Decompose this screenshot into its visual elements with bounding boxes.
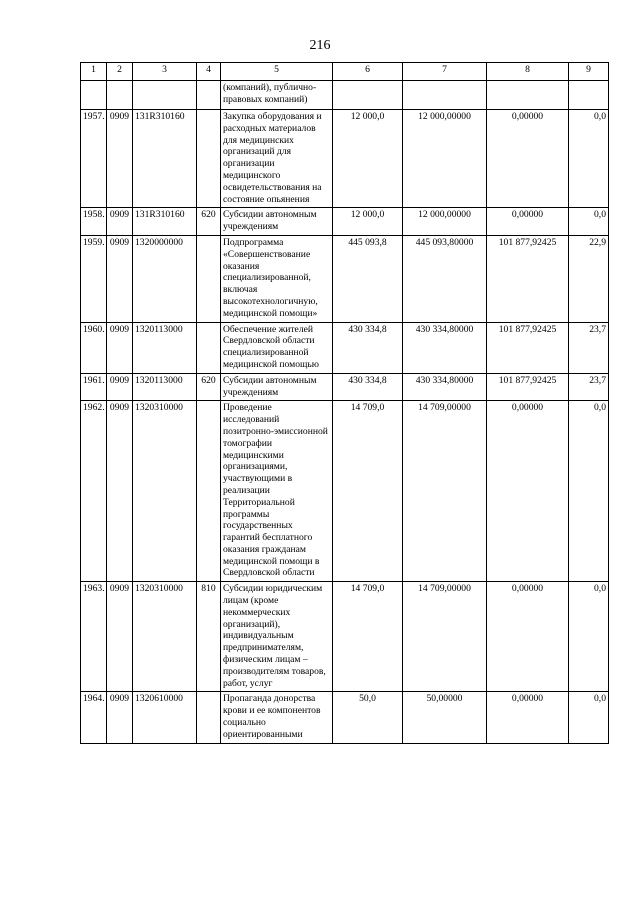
row-number: 1963. <box>81 582 107 692</box>
continuation-row <box>81 81 609 110</box>
value-approved: 12 000,00000 <box>403 208 487 236</box>
value-approved: 430 334,80000 <box>403 373 487 401</box>
table-body <box>81 63 609 744</box>
table-row <box>81 401 609 582</box>
continuation-text: (компаний), публично-правовых компаний) <box>221 81 333 110</box>
value-executed: 0,00000 <box>487 401 569 582</box>
column-header: 5 <box>221 63 333 81</box>
table-row <box>81 373 609 401</box>
expense-type <box>197 235 221 322</box>
section-code: 0909 <box>107 582 133 692</box>
table-row <box>81 692 609 743</box>
value-approved: 430 334,80000 <box>403 322 487 373</box>
value-executed: 0,00000 <box>487 692 569 743</box>
row-number: 1962. <box>81 401 107 582</box>
table-row <box>81 582 609 692</box>
expense-type <box>197 322 221 373</box>
row-name: Проведение исследований позитронно-эмиссионной томографии медицинскими организациями, участвующими в реализации Территориальной программы государственных гарантий бесплатного оказания гражданам медицинской помощи в Свердловской области <box>221 401 333 582</box>
value-executed: 0,00000 <box>487 208 569 236</box>
target-code: 1320113000 <box>133 373 197 401</box>
value-approved: 12 000,00000 <box>403 110 487 208</box>
value-percent: 0,0 <box>569 401 609 582</box>
value-planned: 430 334,8 <box>333 373 403 401</box>
row-name: Субсидии юридическим лицам (кроме некоммерческих организаций), индивидуальным предпринимателям, физическим лицам – производителям товаров, работ, услуг <box>221 582 333 692</box>
value-executed: 101 877,92425 <box>487 373 569 401</box>
section-code: 0909 <box>107 208 133 236</box>
value-executed: 101 877,92425 <box>487 322 569 373</box>
row-name: Закупка оборудования и расходных материалов для медицинских организаций для организации медицинского освидетельствования на состояние опьянения <box>221 110 333 208</box>
value-planned: 14 709,0 <box>333 582 403 692</box>
row-name: Субсидии автономным учреждениям <box>221 373 333 401</box>
target-code: 1320310000 <box>133 401 197 582</box>
section-code: 0909 <box>107 322 133 373</box>
table-row <box>81 235 609 322</box>
value-approved: 50,00000 <box>403 692 487 743</box>
column-header: 8 <box>487 63 569 81</box>
value-executed: 0,00000 <box>487 582 569 692</box>
value-executed: 0,00000 <box>487 110 569 208</box>
expense-type <box>197 692 221 743</box>
row-name: Подпрограмма «Совершенствование оказания специализированной, включая высокотехнологичную, медицинской помощи» <box>221 235 333 322</box>
table-row <box>81 110 609 208</box>
target-code: 1320610000 <box>133 692 197 743</box>
section-code: 0909 <box>107 110 133 208</box>
expense-type: 620 <box>197 208 221 236</box>
row-name: Обеспечение жителей Свердловской области специализированной медицинской помощью <box>221 322 333 373</box>
value-percent: 0,0 <box>569 692 609 743</box>
row-number: 1959. <box>81 235 107 322</box>
table-row <box>81 208 609 236</box>
value-planned: 12 000,0 <box>333 110 403 208</box>
value-percent: 0,0 <box>569 582 609 692</box>
page-number: 216 <box>309 38 331 53</box>
value-percent: 23,7 <box>569 322 609 373</box>
budget-table <box>80 62 609 744</box>
expense-type: 810 <box>197 582 221 692</box>
section-code: 0909 <box>107 373 133 401</box>
header-row <box>81 63 609 81</box>
expense-type <box>197 401 221 582</box>
expense-type <box>197 110 221 208</box>
value-percent: 0,0 <box>569 208 609 236</box>
value-planned: 430 334,8 <box>333 322 403 373</box>
value-approved: 14 709,00000 <box>403 401 487 582</box>
column-header: 4 <box>197 63 221 81</box>
value-planned: 445 093,8 <box>333 235 403 322</box>
value-approved: 445 093,80000 <box>403 235 487 322</box>
row-name: Пропаганда донорства крови и ее компонентов социально ориентированными <box>221 692 333 743</box>
section-code: 0909 <box>107 401 133 582</box>
value-planned: 14 709,0 <box>333 401 403 582</box>
row-number: 1957. <box>81 110 107 208</box>
column-header: 9 <box>569 63 609 81</box>
value-percent: 22,9 <box>569 235 609 322</box>
target-code: 131R310160 <box>133 208 197 236</box>
section-code: 0909 <box>107 692 133 743</box>
column-header: 3 <box>133 63 197 81</box>
row-number: 1964. <box>81 692 107 743</box>
section-code: 0909 <box>107 235 133 322</box>
column-header: 6 <box>333 63 403 81</box>
target-code: 1320310000 <box>133 582 197 692</box>
value-percent: 23,7 <box>569 373 609 401</box>
expense-type: 620 <box>197 373 221 401</box>
row-number: 1960. <box>81 322 107 373</box>
row-number: 1958. <box>81 208 107 236</box>
column-header: 2 <box>107 63 133 81</box>
target-code: 131R310160 <box>133 110 197 208</box>
column-header: 1 <box>81 63 107 81</box>
value-planned: 50,0 <box>333 692 403 743</box>
value-planned: 12 000,0 <box>333 208 403 236</box>
row-name: Субсидии автономным учреждениям <box>221 208 333 236</box>
value-executed: 101 877,92425 <box>487 235 569 322</box>
value-percent: 0,0 <box>569 110 609 208</box>
column-header: 7 <box>403 63 487 81</box>
row-number: 1961. <box>81 373 107 401</box>
target-code: 1320113000 <box>133 322 197 373</box>
target-code: 1320000000 <box>133 235 197 322</box>
value-approved: 14 709,00000 <box>403 582 487 692</box>
table-row <box>81 322 609 373</box>
